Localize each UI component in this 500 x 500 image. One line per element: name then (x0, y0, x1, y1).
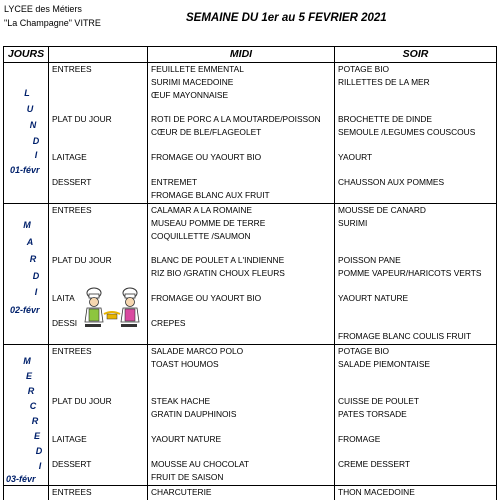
soir-item: FROMAGE BLANC COULIS FRUIT (338, 331, 472, 341)
soir-item: CHAUSSON AUX POMMES (338, 177, 445, 187)
midi-item: FRUIT DE SAISON (151, 472, 224, 482)
day-separator (3, 485, 497, 486)
soir-item: SEMOULE /LEGUMES COUSCOUS (338, 127, 476, 137)
category-plat: PLAT DU JOUR (52, 255, 112, 265)
table-header-border (3, 62, 497, 63)
day-letter: D (32, 136, 40, 146)
category-laitage: LAITAGE (52, 434, 87, 444)
soir-item: THON MACEDOINE (338, 487, 415, 497)
midi-item: CHARCUTERIE (151, 487, 212, 497)
day-date: 03-févr (6, 474, 36, 484)
day-letter: M (23, 220, 31, 230)
midi-item: ŒUF MAYONNAISE (151, 90, 229, 100)
column-divider (3, 46, 4, 500)
category-entrees: ENTREES (52, 64, 92, 74)
midi-item: FROMAGE OU YAOURT BIO (151, 293, 262, 303)
midi-item: STEAK HACHE (151, 396, 211, 406)
day-letter: L (24, 88, 30, 98)
soir-item: SURIMI (338, 218, 368, 228)
day-letter: D (35, 446, 43, 456)
header-midi: MIDI (229, 48, 253, 60)
day-letter: A (26, 237, 34, 247)
category-laitage: LAITAGE (52, 152, 87, 162)
midi-item: SURIMI MACEDOINE (151, 77, 234, 87)
day-date: 01-févr (10, 165, 40, 175)
day-letter: R (29, 254, 37, 264)
day-letter: C (29, 401, 37, 411)
day-letter: I (34, 287, 38, 297)
day-letter: D (32, 271, 40, 281)
day-letter: I (38, 461, 42, 471)
day-letter: R (31, 416, 39, 426)
day-letter: E (33, 431, 40, 441)
midi-item: CŒUR DE BLE/FLAGEOLET (151, 127, 262, 137)
category-plat: PLAT DU JOUR (52, 114, 112, 124)
school-line-1: LYCEE des Métiers (4, 4, 82, 14)
chefs-illustration (80, 284, 146, 330)
midi-item: ROTI DE PORC A LA MOUTARDE/POISSON (151, 114, 321, 124)
category-dessert: DESSERT (52, 459, 92, 469)
midi-item: MUSEAU POMME DE TERRE (151, 218, 266, 228)
day-separator (3, 344, 497, 345)
day-letter: I (34, 150, 38, 160)
day-letter: N (29, 120, 37, 130)
soir-item: POISSON PANE (338, 255, 401, 265)
midi-item: BLANC DE POULET A L'INDIENNE (151, 255, 285, 265)
midi-item: TOAST HOUMOS (151, 359, 219, 369)
column-divider (334, 46, 335, 500)
category-dessert: DESSI (52, 318, 78, 328)
soir-item: YAOURT NATURE (338, 293, 409, 303)
soir-item: CREME DESSERT (338, 459, 410, 469)
midi-item: CALAMAR A LA ROMAINE (151, 205, 252, 215)
category-entrees: ENTREES (52, 346, 92, 356)
category-dessert: DESSERT (52, 177, 92, 187)
soir-item: POMME VAPEUR/HARICOTS VERTS (338, 268, 482, 278)
soir-item: POTAGE BIO (338, 64, 390, 74)
midi-item: COQUILLETTE /SAUMON (151, 231, 251, 241)
midi-item: FROMAGE OU YAOURT BIO (151, 152, 262, 162)
soir-item: PATES TORSADE (338, 409, 407, 419)
category-entrees: ENTREES (52, 487, 92, 497)
column-divider (496, 46, 497, 500)
midi-item: CREPES (151, 318, 186, 328)
header-jours: JOURS (7, 48, 45, 60)
school-line-2: "La Champagne" VITRE (4, 18, 101, 28)
column-divider (48, 46, 49, 500)
soir-item: POTAGE BIO (338, 346, 390, 356)
soir-item: MOUSSE DE CANARD (338, 205, 426, 215)
midi-item: ENTREMET (151, 177, 198, 187)
midi-item: FROMAGE BLANC AUX FRUIT (151, 190, 270, 200)
day-letter: R (27, 386, 35, 396)
midi-item: YAOURT NATURE (151, 434, 222, 444)
week-title: SEMAINE DU 1er au 5 FEVRIER 2021 (186, 12, 387, 24)
soir-item: RILLETTES DE LA MER (338, 77, 430, 87)
header-soir: SOIR (402, 48, 429, 60)
midi-item: FEUILLETE EMMENTAL (151, 64, 244, 74)
category-entrees: ENTREES (52, 205, 92, 215)
school-name (4, 2, 101, 30)
day-letter: E (25, 371, 32, 381)
category-laitage: LAITA (52, 293, 75, 303)
day-letter: U (26, 104, 34, 114)
midi-item: SALADE MARCO POLO (151, 346, 244, 356)
midi-item: RIZ BIO /GRATIN CHOUX FLEURS (151, 268, 285, 278)
soir-item: FROMAGE (338, 434, 381, 444)
day-date: 02-févr (10, 305, 40, 315)
midi-item: MOUSSE AU CHOCOLAT (151, 459, 250, 469)
column-divider (147, 46, 148, 500)
soir-item: YAOURT (338, 152, 373, 162)
midi-item: GRATIN DAUPHINOIS (151, 409, 237, 419)
soir-item: CUISSE DE POULET (338, 396, 419, 406)
day-separator (3, 203, 497, 204)
soir-item: BROCHETTE DE DINDE (338, 114, 432, 124)
day-letter: M (23, 356, 31, 366)
category-plat: PLAT DU JOUR (52, 396, 112, 406)
table-top-border (3, 46, 497, 47)
soir-item: SALADE PIEMONTAISE (338, 359, 430, 369)
